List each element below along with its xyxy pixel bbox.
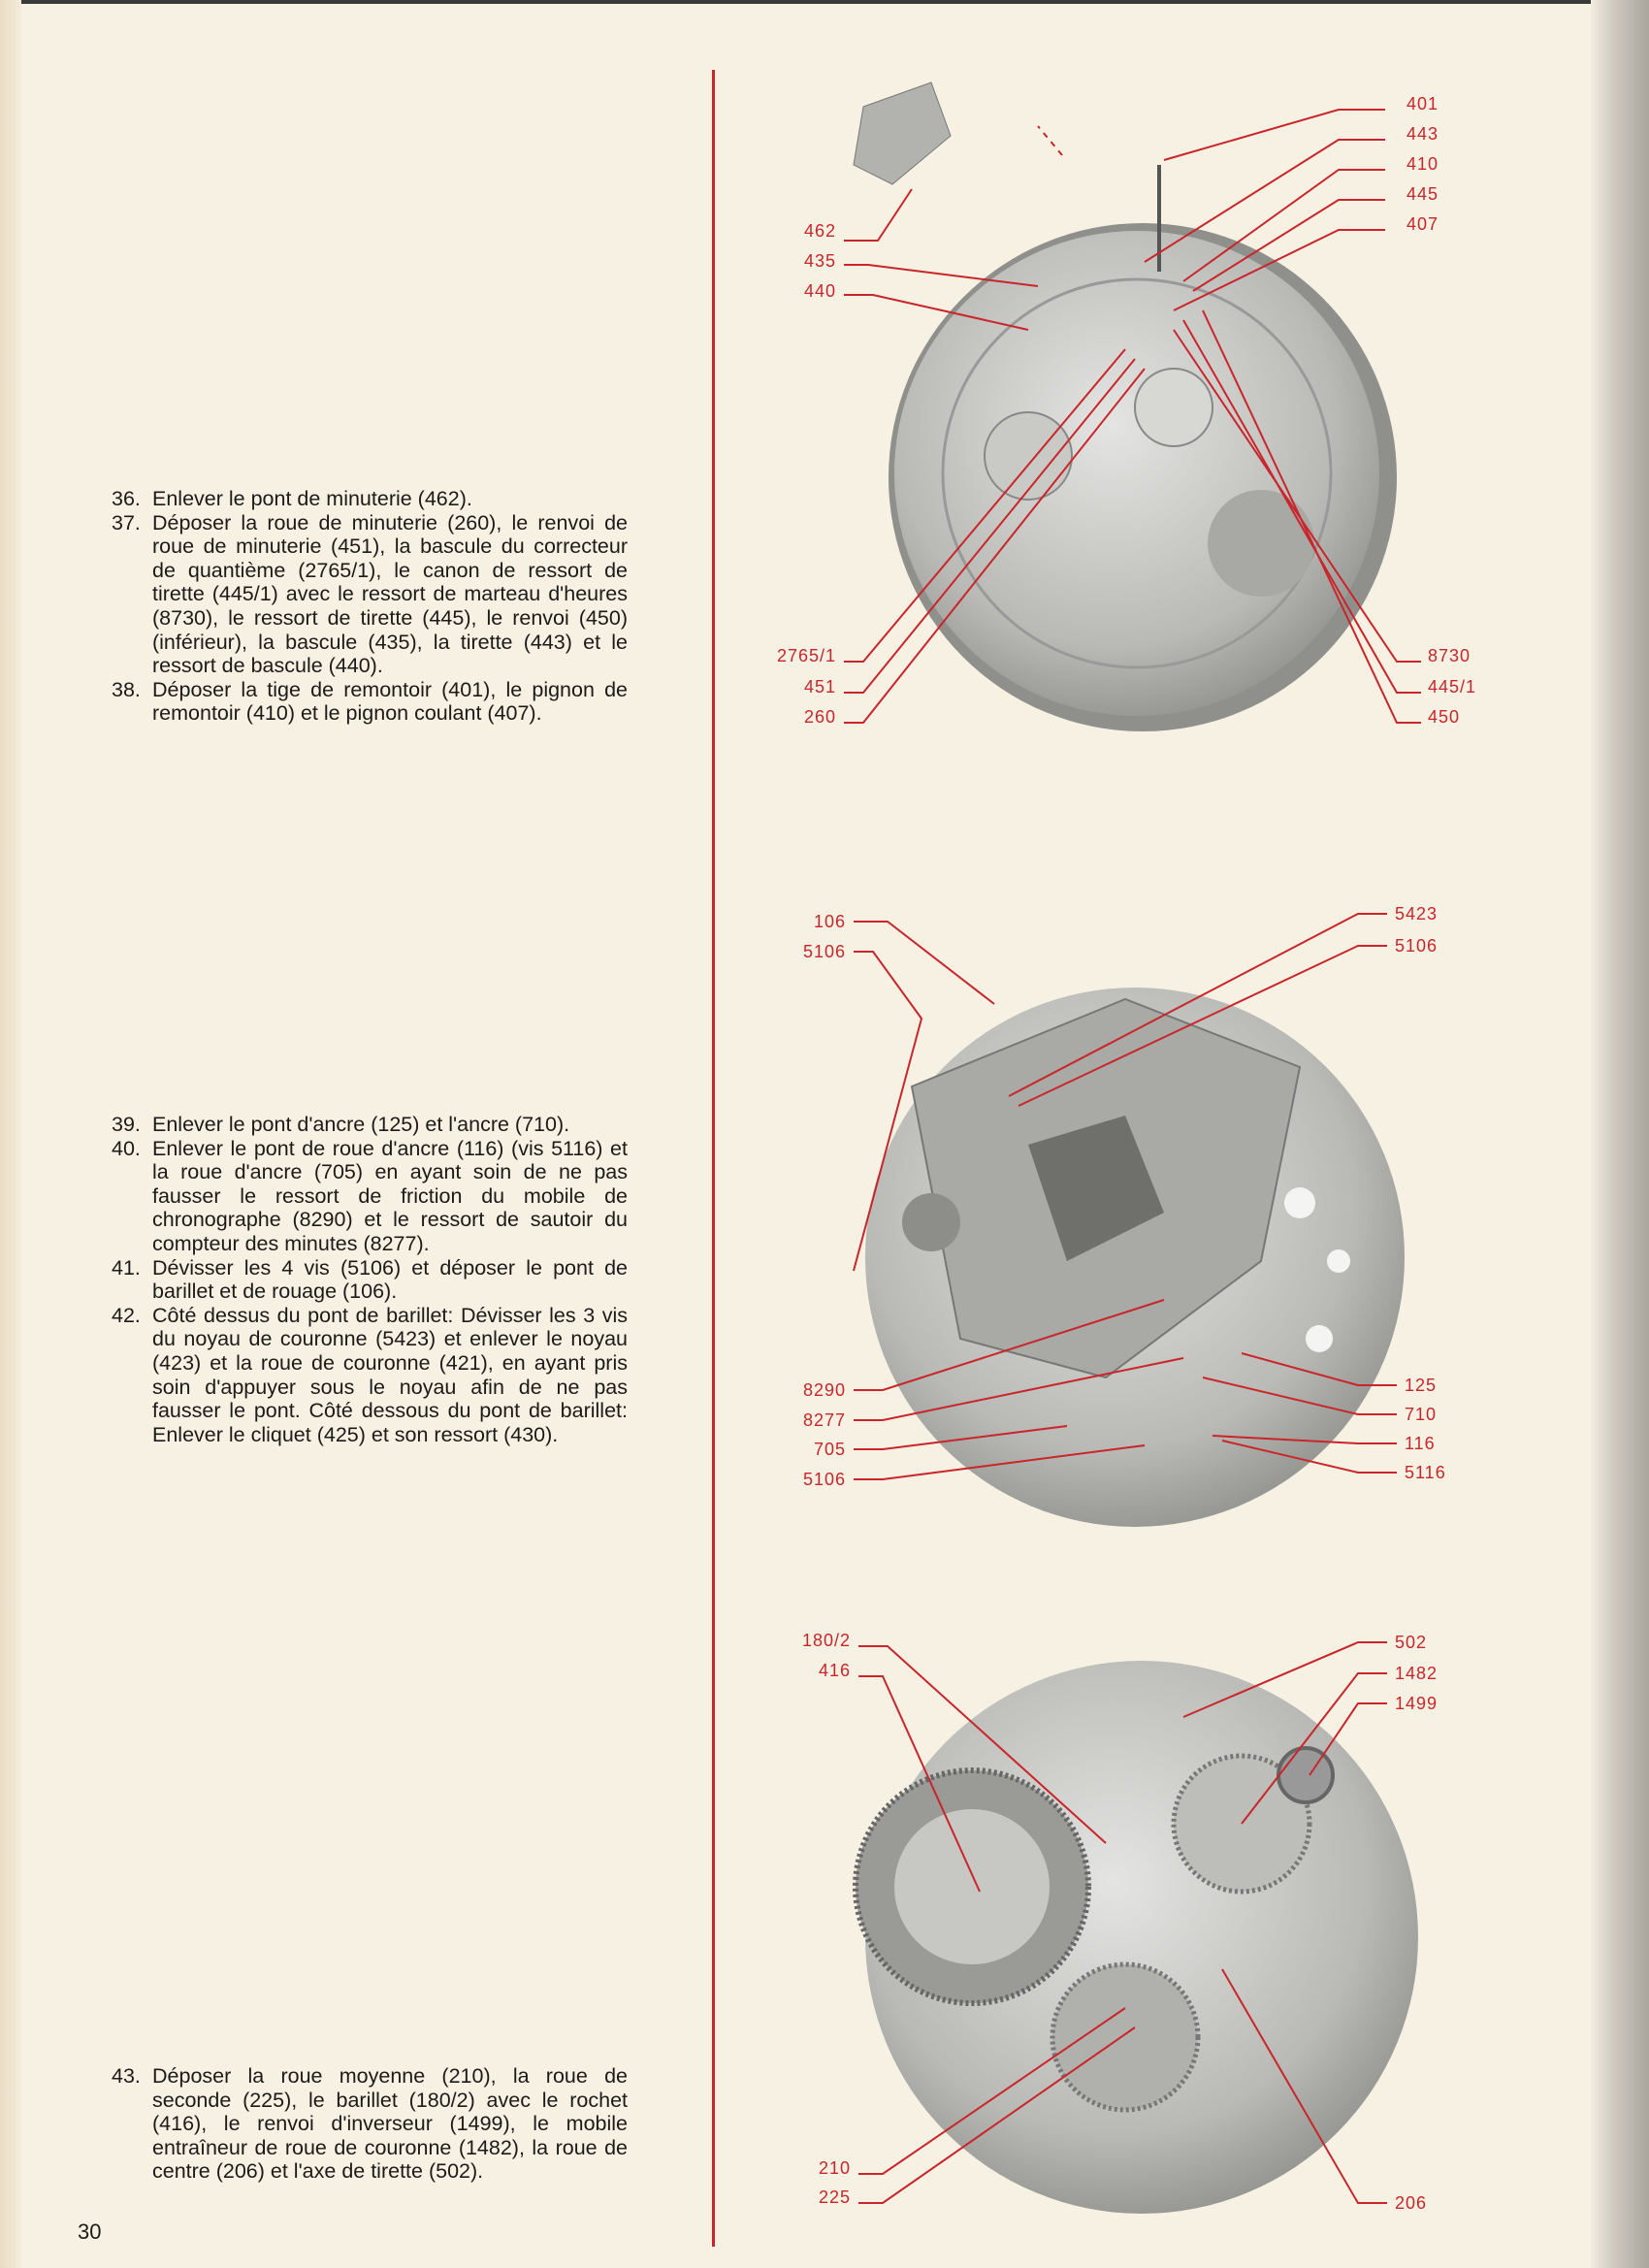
callout-502: 502 [1395,1633,1428,1652]
callout-8277: 8277 [802,1410,846,1430]
figure-1-movement [854,82,1397,731]
callout-407: 407 [1406,214,1439,234]
callout-401: 401 [1406,94,1439,113]
callout-5106-bottom: 5106 [802,1470,846,1489]
steps-block-2 [112,1113,628,1446]
callout-206: 206 [1395,2193,1428,2213]
step-38: 38. Déposer la tige de remontoir (401), le pignon de remontoir (410) et le pignon coulant (407). [112,677,628,726]
column-divider [712,70,715,2247]
callout-450: 450 [1428,707,1461,727]
step-39: 39. Enlever le pont d'ancre (125) et l'ancre (710). [112,1113,570,1136]
callout-445-1: 445/1 [1428,677,1477,697]
page-edge-shadow [1591,0,1649,2268]
callout-410: 410 [1406,154,1439,174]
callout-225: 225 [818,2187,851,2207]
step-36: 36. Enlever le pont de minuterie (462). [112,487,472,510]
callout-462: 462 [803,221,836,241]
steps-block-1 [112,487,628,726]
callout-440: 440 [803,281,836,301]
callout-445: 445 [1406,184,1439,204]
callout-1482: 1482 [1395,1664,1439,1683]
callout-5106-top: 5106 [802,942,846,961]
callout-451: 451 [803,677,836,697]
callout-8290: 8290 [802,1380,846,1400]
step-42: 42. Côté dessus du pont de barillet: Dévisser les 3 vis du noyau de couronne (5423) et enlever le noyau (423) et la roue de couronne (421), en ayant pris soin d'appuyer sous le noyau afin de ne pas fausser le pont. Côté dessous du pont de barillet: Enlever le cliquet (425) et son ressort (430). [112,1303,628,1446]
callout-210: 210 [818,2158,851,2178]
step-40: 40. Enlever le pont de roue d'ancre (116) (vis 5116) et la roue d'ancre (705) en ayant soin de ne pas fausser le ressort de friction du mobile de chronographe (8290) et le ressort de sautoir du compteur des minutes (8277). [112,1136,628,1255]
callout-180-2: 180/2 [801,1631,851,1650]
step-41: 41. Dévisser les 4 vis (5106) et déposer le pont de barillet et de rouage (106). [112,1255,628,1304]
figure-3-movement [856,1661,1418,2214]
page-number: 30 [78,2219,102,2244]
callout-2765-1: 2765/1 [776,646,836,665]
callout-8730: 8730 [1428,646,1471,665]
movement-figures [718,0,1591,2268]
callout-705: 705 [813,1440,846,1459]
callout-1499: 1499 [1395,1694,1439,1713]
callout-443: 443 [1406,124,1439,144]
callout-260: 260 [803,707,836,727]
step-43: 43. Déposer la roue moyenne (210), la roue de seconde (225), le barillet (180/2) avec le rochet (416), le renvoi d'inverseur (1499), le mobile entraîneur de roue de couronne (1482), la roue de centre (206) et l'axe de tirette (502). [112,2064,628,2184]
callout-435: 435 [803,251,836,271]
callout-710: 710 [1405,1405,1438,1424]
step-37: 37. Déposer la roue de minuterie (260), le renvoi de roue de minuterie (451), la bascule du correcteur de quantième (2765/1), le canon de ressort de tirette (445/1) avec le ressort de marteau d'heures (8730), le ressort de tirette (445), le renvoi (450) (inférieur), la bascule (435), la tirette (443) et le ressort de bascule (440). [112,510,628,678]
callout-5116: 5116 [1405,1463,1446,1482]
callout-5423: 5423 [1395,904,1439,923]
callout-106: 106 [813,912,846,931]
callout-116: 116 [1405,1434,1436,1453]
steps-block-3 [112,2064,628,2184]
callout-416: 416 [818,1661,851,1680]
page-gutter [0,0,21,2268]
callout-5106-right: 5106 [1395,936,1439,956]
callout-125: 125 [1405,1376,1438,1395]
